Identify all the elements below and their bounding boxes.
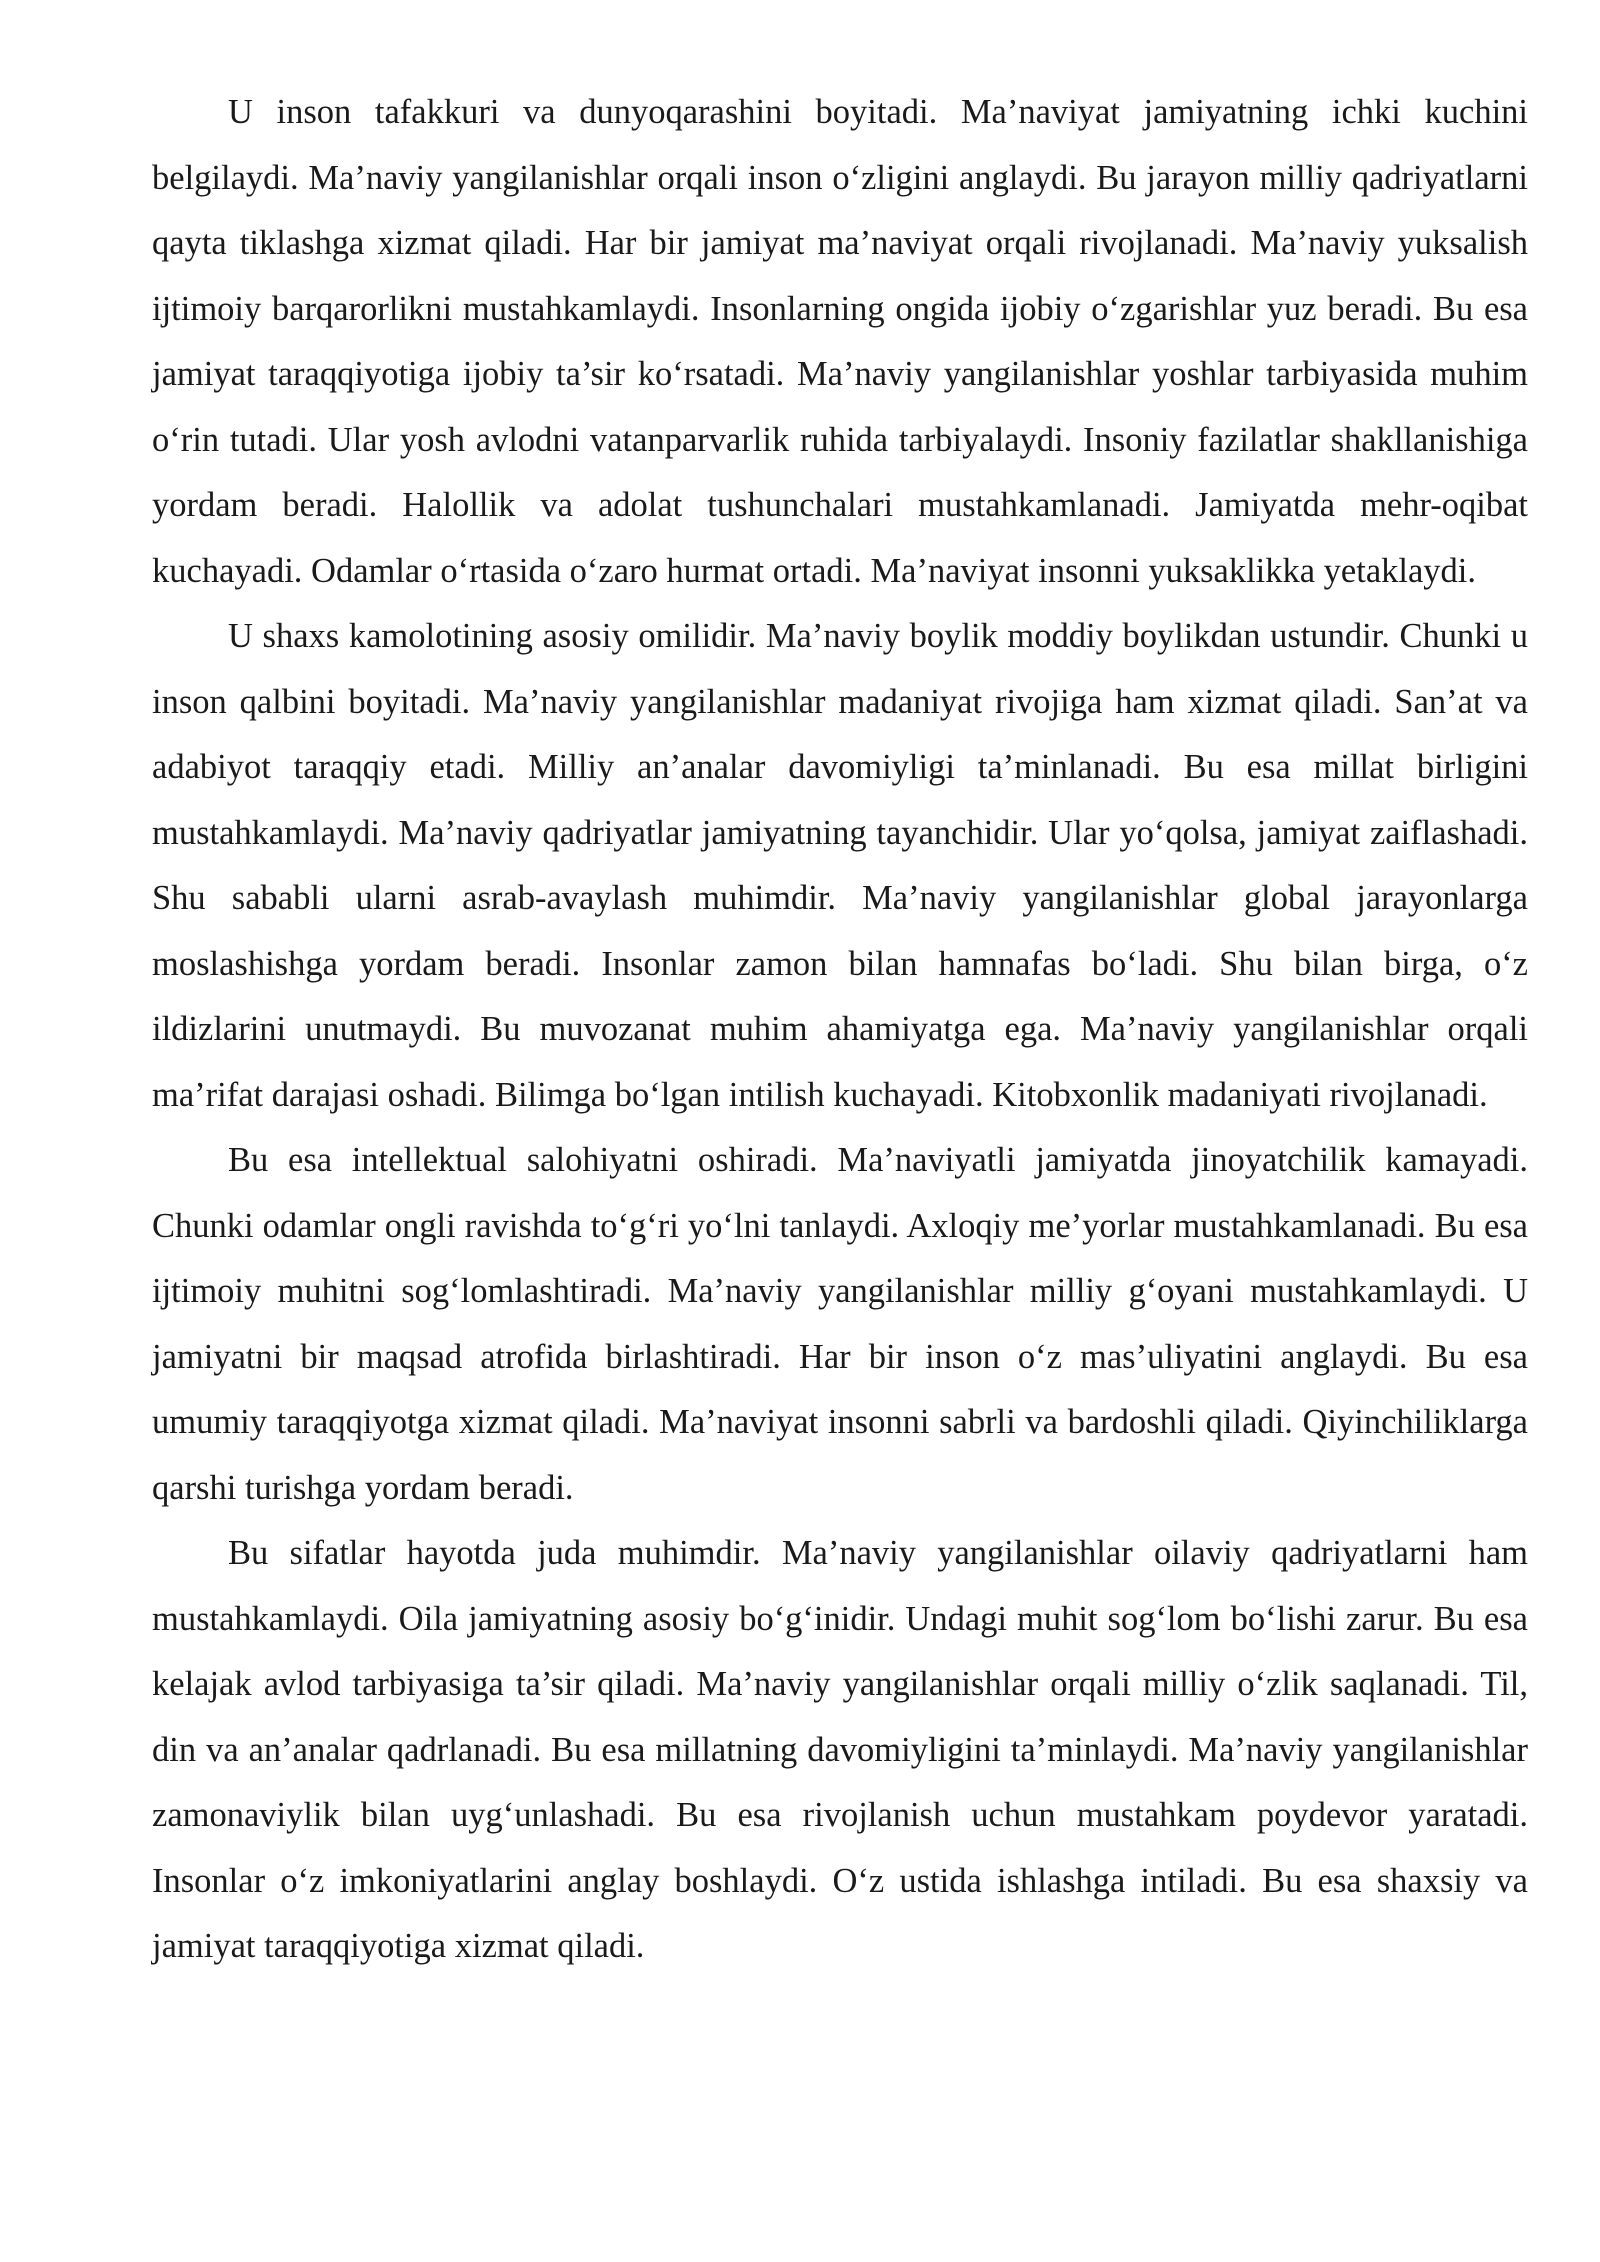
- paragraph-2: U shaxs kamolotining asosiy omilidir. Ma’naviy boylik moddiy boylikdan ustundir. Chunki u inson qalbini boyitadi. Ma’naviy yangilanishlar madaniyat rivojiga ham xizmat qiladi. San’at va adabiyot taraqqiy etadi. Milliy an’analar davomiyligi ta’minlanadi. Bu esa millat birligini mustahkamlaydi. Ma’naviy qadriyatlar jamiyatning tayanchidir. Ular yo‘qolsa, jamiyat zaiflashadi. Shu sababli ularni asrab-avaylash muhimdir. Ma’naviy yangilanishlar global jarayonlarga moslashishga yordam beradi. Insonlar zamon bilan hamnafas bo‘ladi. Shu bilan birga, o‘z ildizlarini unutmaydi. Bu muvozanat muhim ahamiyatga ega. Ma’naviy yangilanishlar orqali ma’rifat darajasi oshadi. Bilimga bo‘lgan intilish kuchayadi. Kitobxonlik madaniyati rivojlanadi.: [152, 617, 1528, 1114]
- document-page: [152, 80, 1528, 1980]
- paragraph-4: Bu sifatlar hayotda juda muhimdir. Ma’naviy yangilanishlar oilaviy qadriyatlarni ham mustahkamlaydi. Oila jamiyatning asosiy bo‘g‘inidir. Undagi muhit sog‘lom bo‘lishi zarur. Bu esa kelajak avlod tarbiyasiga ta’sir qiladi. Ma’naviy yangilanishlar orqali milliy o‘zlik saqlanadi. Til, din va an’analar qadrlanadi. Bu esa millatning davomiyligini ta’minlaydi. Ma’naviy yangilanishlar zamonaviylik bilan uyg‘unlashadi. Bu esa rivojlanish uchun mustahkam poydevor yaratadi. Insonlar o‘z imkoniyatlarini anglay boshlaydi. O‘z ustida ishlashga intiladi. Bu esa shaxsiy va jamiyat taraqqiyotiga xizmat qiladi.: [152, 1534, 1528, 1965]
- paragraph-1: U inson tafakkuri va dunyoqarashini boyitadi. Ma’naviyat jamiyatning ichki kuchini belgilaydi. Ma’naviy yangilanishlar orqali inson o‘zligini anglaydi. Bu jarayon milliy qadriyatlarni qayta tiklashga xizmat qiladi. Har bir jamiyat ma’naviyat orqali rivojlanadi. Ma’naviy yuksalish ijtimoiy barqarorlikni mustahkamlaydi. Insonlarning ongida ijobiy o‘zgarishlar yuz beradi. Bu esa jamiyat taraqqiyotiga ijobiy ta’sir ko‘rsatadi. Ma’naviy yangilanishlar yoshlar tarbiyasida muhim o‘rin tutadi. Ular yosh avlodni vatanparvarlik ruhida tarbiyalaydi. Insoniy fazilatlar shakllanishiga yordam beradi. Halollik va adolat tushunchalari mustahkamlanadi. Jamiyatda mehr-oqibat kuchayadi. Odamlar o‘rtasida o‘zaro hurmat ortadi. Ma’naviyat insonni yuksaklikka yetaklaydi.: [152, 93, 1528, 590]
- paragraph-3: Bu esa intellektual salohiyatni oshiradi. Ma’naviyatli jamiyatda jinoyatchilik kamayadi. Chunki odamlar ongli ravishda to‘g‘ri yo‘lni tanlaydi. Axloqiy me’yorlar mustahkamlanadi. Bu esa ijtimoiy muhitni sog‘lomlashtiradi. Ma’naviy yangilanishlar milliy g‘oyani mustahkamlaydi. U jamiyatni bir maqsad atrofida birlashtiradi. Har bir inson o‘z mas’uliyatini anglaydi. Bu esa umumiy taraqqiyotga xizmat qiladi. Ma’naviyat insonni sabrli va bardoshli qiladi. Qiyinchiliklarga qarshi turishga yordam beradi.: [152, 1141, 1528, 1507]
